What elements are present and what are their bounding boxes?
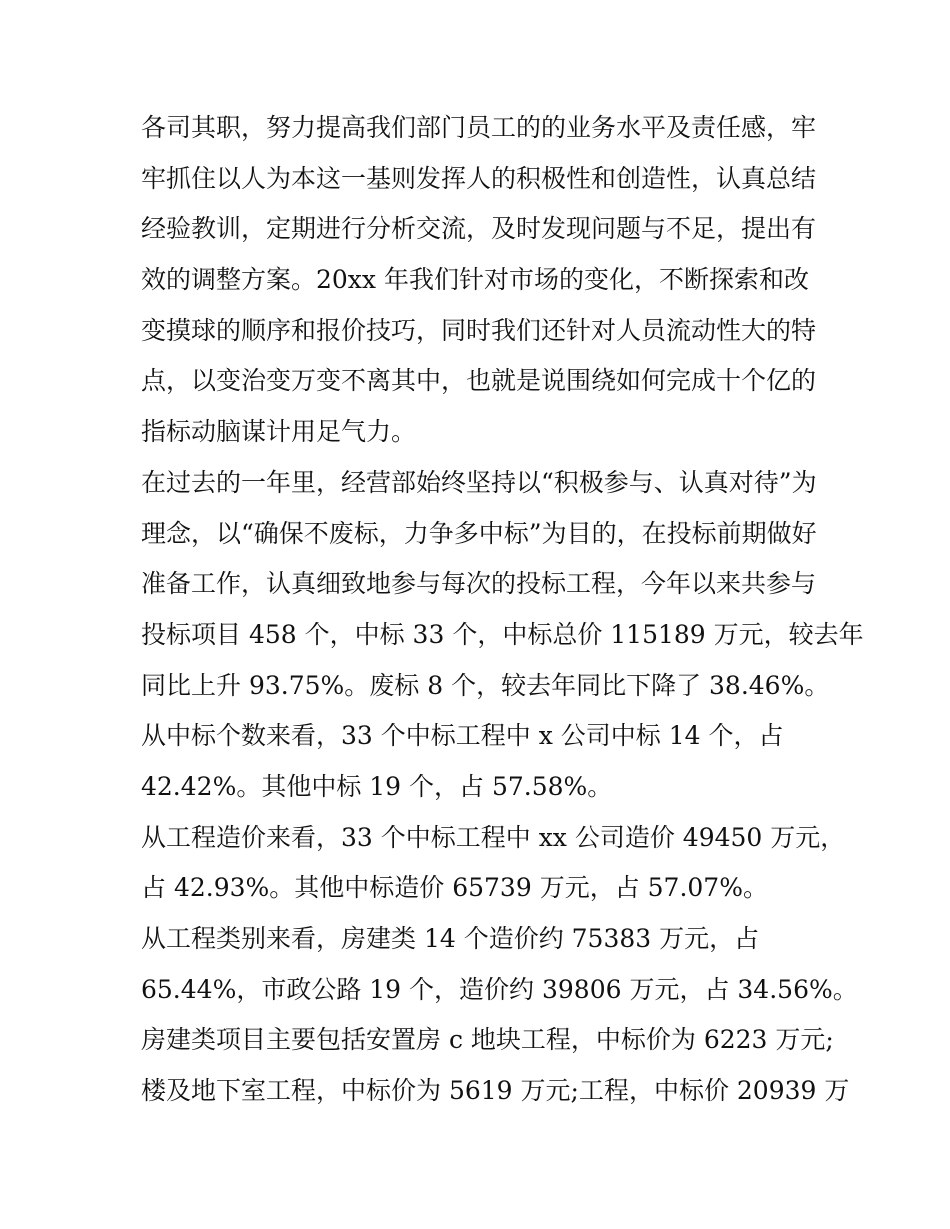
text-line: 65.44%，市政公路 19 个，造价约 39806 万元，占 34.56%。 [141,974,858,1004]
text-line: 42.42%。其他中标 19 个，占 57.58%。 [141,771,613,801]
text-line: 投标项目 458 个，中标 33 个，中标总价 115189 万元，较去年 [141,619,864,649]
text-line: 楼及地下室工程，中标价为 5619 万元;工程，中标价 20939 万 [141,1076,850,1106]
text-line: 效的调整方案。20xx 年我们针对市场的变化，不断探索和改 [141,265,809,295]
text-line: 从中标个数来看，33 个中标工程中 x 公司中标 14 个，占 [141,721,784,751]
document-body [141,103,864,1117]
text-line: 从工程造价来看，33 个中标工程中 xx 公司造价 49450 万元， [141,822,846,852]
text-line: 牢抓住以人为本这一基则发挥人的积极性和创造性，认真总结 [141,163,817,193]
text-line: 理念，以“确保不废标，力争多中标”为目的，在投标前期做好 [141,518,817,548]
text-line: 同比上升 93.75%。废标 8 个，较去年同比下降了 38.46%。 [141,670,830,700]
text-line: 经验教训，定期进行分析交流，及时发现问题与不足，提出有 [141,214,817,244]
text-line: 占 42.93%。其他中标造价 65739 万元，占 57.07%。 [141,873,768,903]
text-line: 指标动脑谋计用足气力。 [141,417,417,447]
text-line: 在过去的一年里，经营部始终坚持以“积极参与、认真对待”为 [141,467,817,497]
text-line: 从工程类别来看，房建类 14 个造价约 75383 万元，占 [141,924,760,953]
text-line: 房建类项目主要包括安置房 c 地块工程，中标价为 6223 万元; [141,1025,834,1055]
text-line: 准备工作，认真细致地参与每次的投标工程，今年以来共参与 [141,569,817,599]
text-line: 点，以变治变万变不离其中，也就是说围绕如何完成十个亿的 [141,366,817,396]
text-line: 变摸球的顺序和报价技巧，同时我们还针对人员流动性大的特 [141,315,817,345]
text-line: 各司其职，努力提高我们部门员工的的业务水平及责任感，牢 [141,113,817,142]
